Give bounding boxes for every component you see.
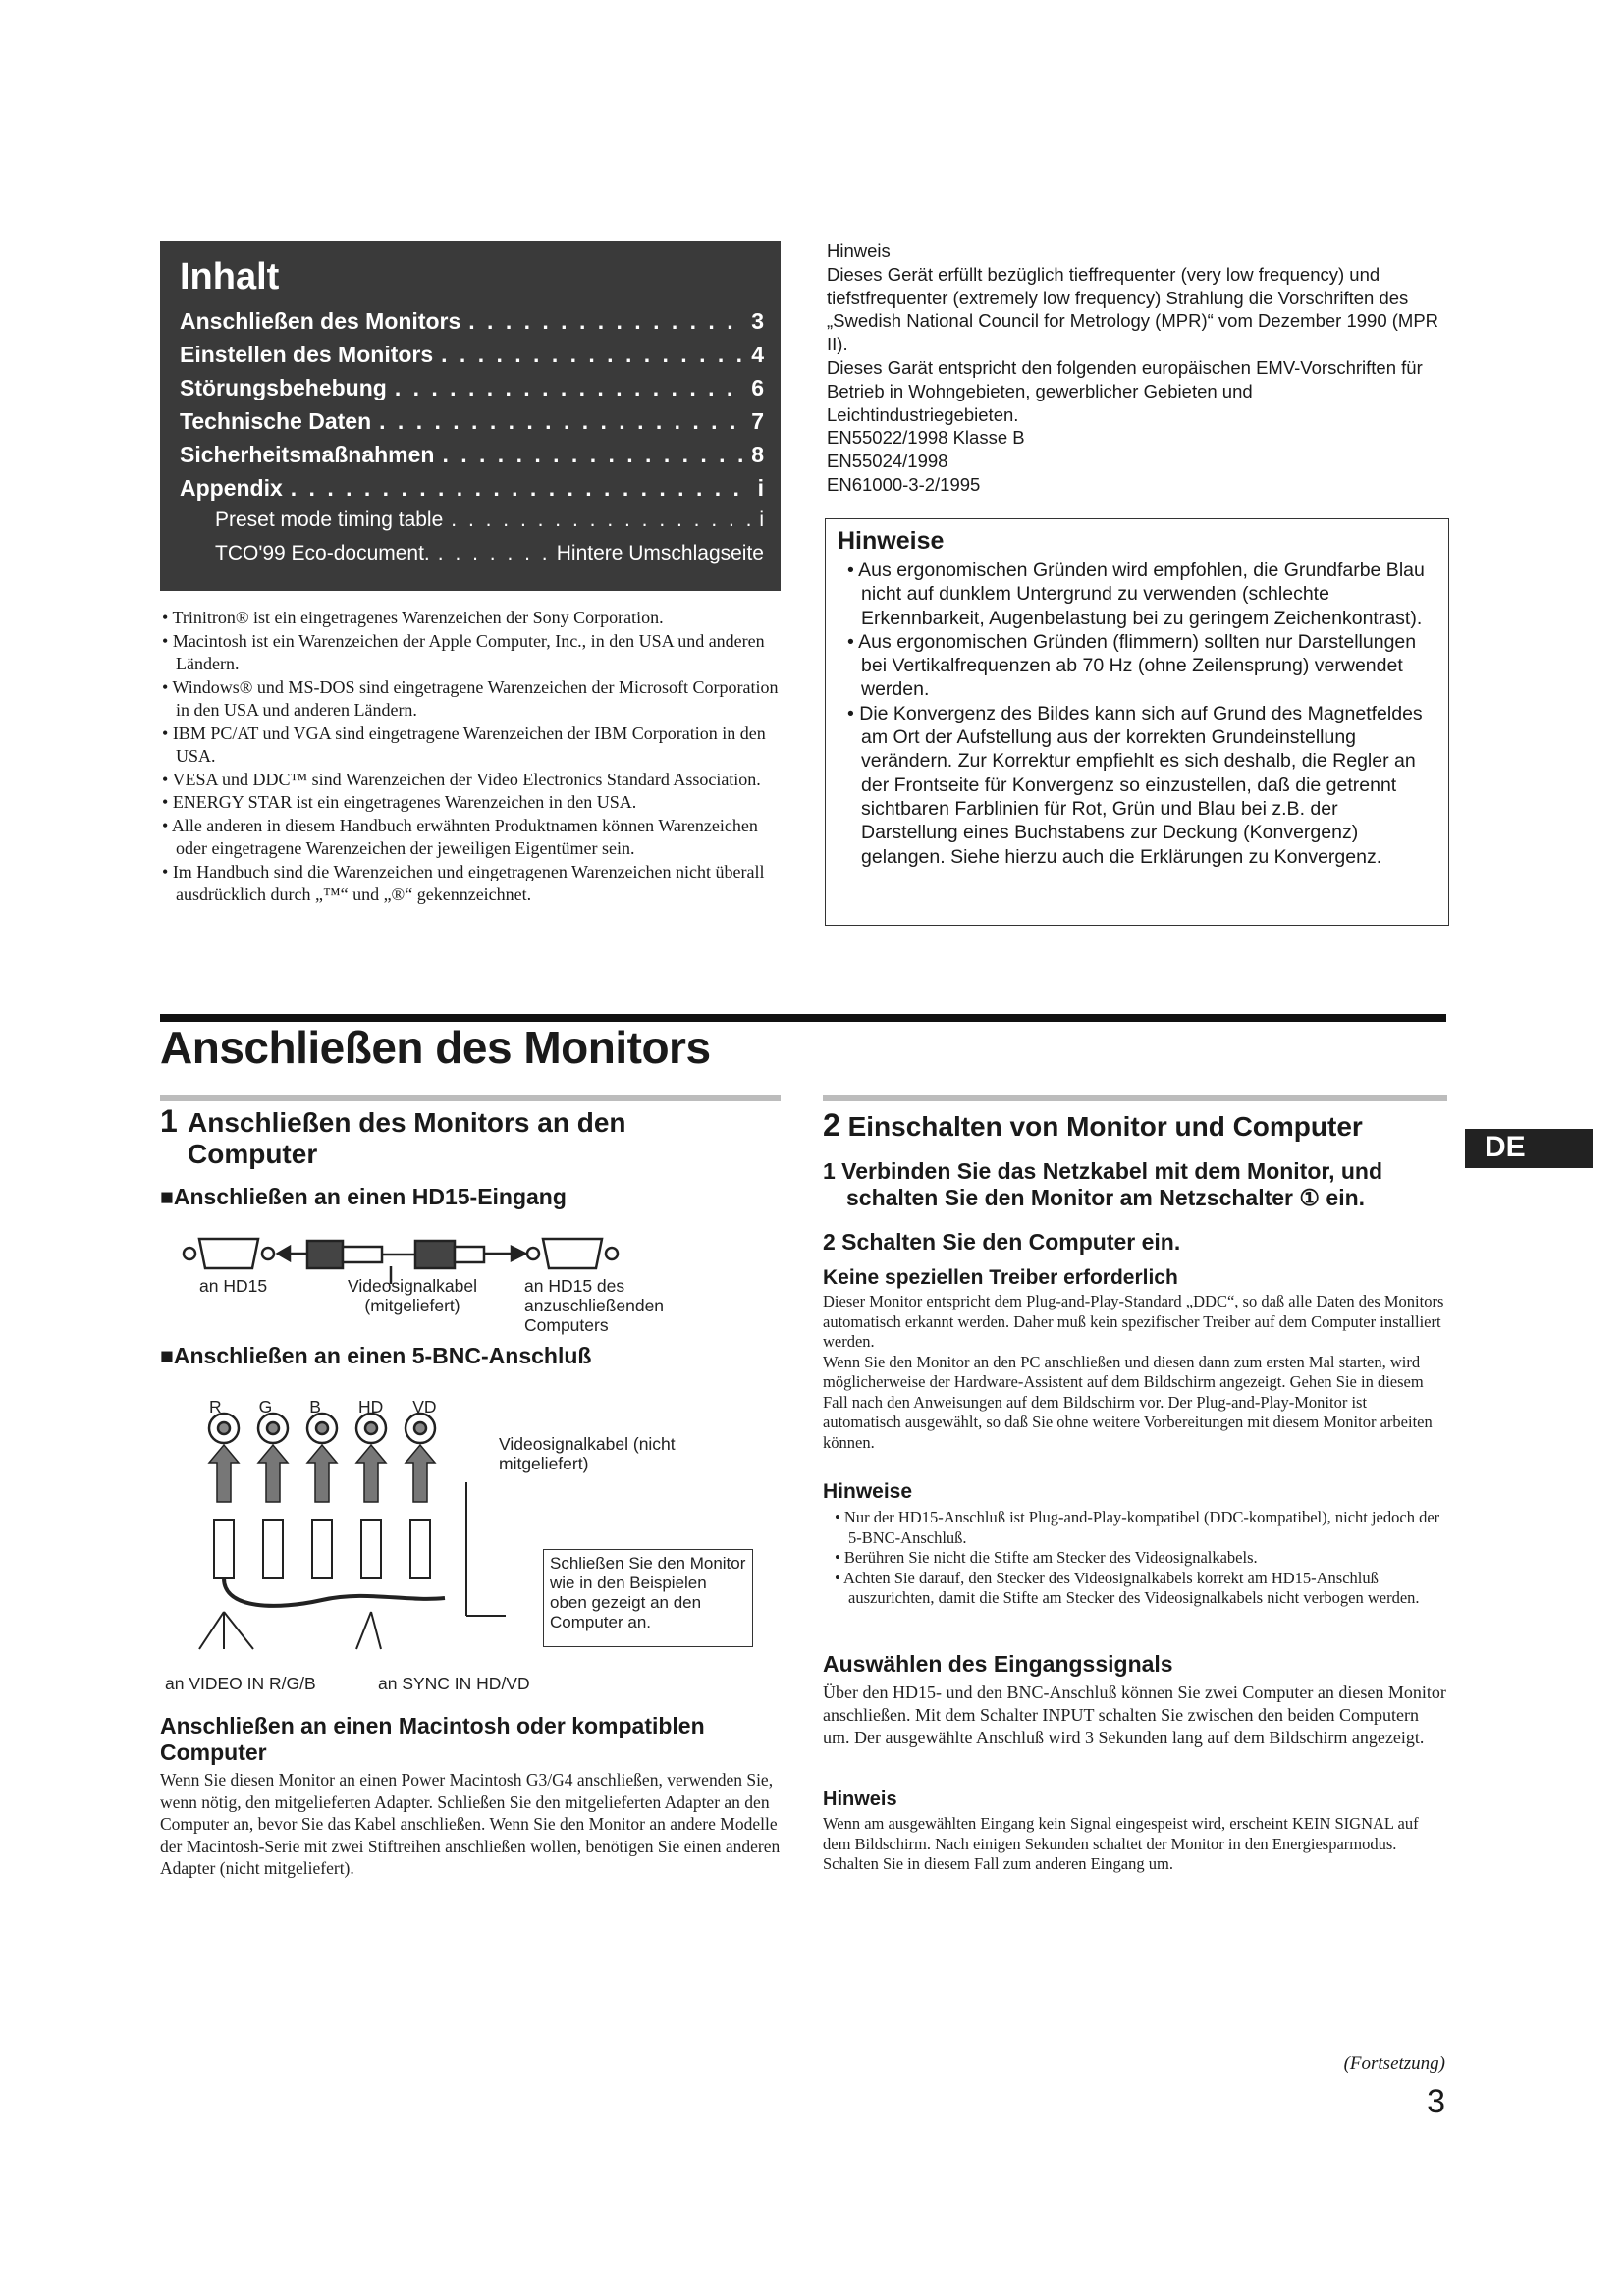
hinweis-heading: Hinweis [823,1789,897,1810]
bnc-connector-b [307,1414,337,1443]
label-bnc-cable: Videosignalkabel (nicht mitgeliefert) [499,1434,676,1473]
mac-text: Wenn Sie diesen Monitor an einen Power Macintosh G3/G4 anschließen, verwenden Sie, wenn nötig, den mitgelieferten Adapter. Schließen Sie den mitgelieferten Adapter an den Computer an, bevor Sie das Kabel anschließen. Wenn Sie den Monitor an andere Modelle der Macintosh-Serie mit zwei Stiftreihen anschließen wollen, benötigen Sie einen anderen Adapter (nicht mitgeliefert). [160,1770,781,1878]
input-heading: Auswählen des Eingangssignals [823,1651,1173,1677]
paragraph: Wenn Sie den Monitor an den PC anschließen und diesen dann zum ersten Mal starten, wird möglicherweise der Hardware-Assistent auf dem Bildschirm angezeigt. Gehen Sie in diesem Fall nach den Anweisungen auf dem Bildschirm vor. Der Plug-and-Play-Monitor ist automatisch ausgewählt, so daß Sie ohne weitere Vorbereitungen mit diesem Monitor arbeiten können. [823,1352,1433,1452]
toc-item-page: 6 [751,375,764,400]
label-sync-in-hdvd: an SYNC IN HD/VD [378,1674,530,1693]
toc-leader [451,508,751,532]
toc-item-page: 3 [751,308,764,334]
pin-label: VD [412,1397,437,1416]
notes-heading: Hinweise [823,1480,913,1503]
note-text: Dieses Gerät erfüllt bezüglich tieffrequenter (very low frequency) und tiefstfrequenter (extremely low frequency) Strahlung die Vorschriften des „Swedish National Council for Metrology (MPR)“ vom Dezember 1990 (MPR II). [827,263,1439,355]
table-of-contents [160,241,781,591]
notes-list [823,1508,1447,1609]
list-item: • IBM PC/AT und VGA sind eingetragene Warenzeichen der IBM Corporation in den USA. [160,722,781,769]
pin-label: HD [357,1397,384,1416]
continued-label: (Fortsetzung) [1343,2054,1445,2074]
step-heading [823,1109,1447,1143]
hd15-port-icon [199,1239,258,1268]
driver-heading: Keine speziellen Treiber erforderlich [823,1266,1178,1289]
driver-text [823,1292,1447,1453]
list-item: • Trinitron® ist ein eingetragenes Warenzeichen der Sony Corporation. [160,607,781,630]
step-title: Anschließen des Monitors an den Computer [188,1107,626,1169]
toc-item-page: 4 [751,342,764,367]
list-item: • Alle anderen in diesem Handbuch erwähnten Produktnamen können Warenzeichen oder eingetragene Warenzeichen der jeweiligen Eigentümer sein. [160,815,781,861]
hinweise-list [836,559,1435,869]
toc-item-label: Anschließen des Monitors [180,308,461,334]
toc-item[interactable] [180,408,764,442]
toc-item-label: Technische Daten [180,408,372,434]
standard-line: EN55022/1998 Klasse B [827,427,1025,449]
bnc-pin-labels [209,1397,464,1416]
paragraph: Dieser Monitor entspricht dem Plug-and-Play-Standard „DDC“, so daß alle Daten des Monitors automatisch erkannt werden. Daher muß kein spezifischer Treiber auf dem Computer installiert werden. [823,1292,1444,1351]
toc-item[interactable] [180,375,764,408]
list-item: • Windows® und MS-DOS sind eingetragene Warenzeichen der Microsoft Corporation in den USA und anderen Ländern. [160,676,781,722]
label-computer-hd15: an HD15 des anzuschließenden Computers [524,1276,665,1335]
label-video-cable: Videosignalkabel (mitgeliefert) [347,1276,477,1315]
bnc-connector-vd [406,1414,435,1443]
step-1: 1 Verbinden Sie das Netzkabel mit dem Monitor, und schalten Sie den Monitor am Netzschalter ① ein. [823,1158,1383,1210]
mac-heading: Anschließen an einen Macintosh oder kompatiblen Computer [160,1713,705,1765]
toc-subitem[interactable] [215,508,764,542]
bnc-connector-r [209,1414,239,1443]
toc-subitem[interactable] [215,542,764,575]
toc-item-label: Sicherheitsmaßnahmen [180,442,435,467]
language-tab [1465,1129,1593,1168]
step-title: Einschalten von Monitor und Computer [847,1111,1363,1142]
input-text: Über den HD15- und den BNC-Anschluß können Sie zwei Computer an diesen Monitor anschließen. Mit dem Schalter INPUT schalten Sie zwischen den beiden Computern um. Der ausgewählte Anschluß wird 3 Sekunden lang auf dem Bildschirm angezeigt. [823,1682,1446,1747]
toc-item[interactable] [180,308,764,342]
pin-label: B [309,1397,358,1416]
language-tab-label: DE [1485,1131,1526,1163]
toc-item[interactable] [180,342,764,375]
bnc-callout-box: Schließen Sie den Monitor wie in den Beispielen oben gezeigt an den Computer an. [543,1549,753,1647]
page-number: 3 [1427,2083,1445,2120]
step-heading [160,1103,710,1170]
toc-item-page: 8 [751,442,764,467]
standard-line: EN55024/1998 [827,451,948,472]
step-number: 2 [823,1107,840,1143]
list-item: • Im Handbuch sind die Warenzeichen und eingetragenen Warenzeichen nicht überall ausdrücklich durch „™“ und „®“ gekennzeichnet. [160,861,781,907]
toc-title: Inhalt [180,256,280,297]
pin-label: G [258,1397,310,1416]
toc-item-page: 7 [751,408,764,434]
bnc-connector-g [258,1414,288,1443]
list-item: • Berühren Sie nicht die Stifte am Stecker des Videosignalkabels. [823,1548,1447,1569]
bnc-connector-hd [356,1414,386,1443]
list-item: • Achten Sie darauf, den Stecker des Videosignalkabels korrekt am HD15-Anschluß auszurichten, damit die Stifte am Stecker des Videosignalkabels nicht verbogen werden. [823,1569,1447,1609]
toc-leader [442,442,743,468]
pin-label: R [209,1397,259,1416]
toc-item-label: Appendix [180,475,283,501]
emission-note [827,240,1445,497]
list-item: • ENERGY STAR ist ein eingetragenes Warenzeichen in den USA. [160,791,781,815]
toc-leader [291,475,750,502]
hinweis-text: Wenn am ausgewählten Eingang kein Signal eingespeist wird, erscheint KEIN SIGNAL auf dem Bildschirm. Nach einigen Sekunden schaltet der Monitor in den Energiesparmodus. Schalten Sie in diesem Fall zum anderen Eingang um. [823,1814,1419,1873]
column-rule [160,1095,781,1101]
toc-leader [438,542,549,565]
standard-line: EN61000-3-2/1995 [827,473,981,495]
note-label: Hinweis [827,240,891,261]
hinweise-box [825,518,1449,926]
trademark-list [160,607,781,907]
step-number: 1 [160,1103,178,1139]
step-2: 2 Schalten Sie den Computer ein. [823,1229,1181,1255]
column-rule [823,1095,1447,1101]
label-video-in-rgb: an VIDEO IN R/G/B [165,1674,316,1693]
note-text: Dieses Garät entspricht den folgenden europäischen EMV-Vorschriften für Betrieb in Wohngebieten, gewerblicher Gebieten und Leichtindustriegebieten. [827,356,1423,425]
label-an-hd15: an HD15 [199,1276,268,1296]
hd15-heading: ■Anschließen an einen HD15-Eingang [160,1184,567,1209]
toc-item[interactable] [180,442,764,475]
list-item: • Aus ergonomischen Gründen (flimmern) sollten nur Darstellungen bei Vertikalfrequenzen ab 70 Hz (ohne Zeilensprung) verwendet werden. [836,630,1435,702]
toc-item-page: i [757,475,764,501]
section-title: Anschließen des Monitors [160,1022,711,1073]
toc-item-label: Störungsbehebung [180,375,387,400]
hinweise-title: Hinweise [838,527,945,555]
bnc-heading: ■Anschließen an einen 5-BNC-Anschluß [160,1343,592,1368]
list-item: • Nur der HD15-Anschluß ist Plug-and-Play-kompatibel (DDC-kompatibel), nicht jedoch der 5-BNC-Anschluß. [823,1508,1447,1548]
toc-leader [379,408,743,435]
toc-item-label: Einstellen des Monitors [180,342,434,367]
toc-item-label: Preset mode timing table [215,508,444,531]
list-item: • Die Konvergenz des Bildes kann sich auf Grund des Magnetfeldes am Ort der Aufstellung aus der korrekten Grundeinstellung verändern. Zur Korrektur empfiehlt es sich deshalb, die Regler an der Frontseite für Konvergenz so einzustellen, daß die getrennt sichtbaren Farblinien für Rot, Grün und Blau bei z.B. der Darstellung eines Buchstabens zur Deckung (Konvergenz) gelangen. Siehe hierzu auch die Erklärungen zu Konvergenz. [836,702,1435,869]
toc-item[interactable] [180,475,764,508]
list-item: • VESA und DDC™ sind Warenzeichen der Video Electronics Standard Association. [160,769,781,792]
list-item: • Aus ergonomischen Gründen wird empfohlen, die Grundfarbe Blau nicht auf dunklem Untergrund zu verwenden (schlechte Erkennbarkeit, Augenbelastung bei zu geringem Zeichenkontrast). [836,559,1435,630]
toc-leader [395,375,743,401]
toc-leader [468,308,743,335]
toc-item-page: Hintere Umschlagseite [556,542,764,564]
toc-item-page: i [759,508,764,531]
list-item: • Macintosh ist ein Warenzeichen der Apple Computer, Inc., in den USA und anderen Ländern. [160,630,781,676]
toc-item-label: TCO'99 Eco-document. [215,542,430,564]
toc-leader [441,342,743,368]
